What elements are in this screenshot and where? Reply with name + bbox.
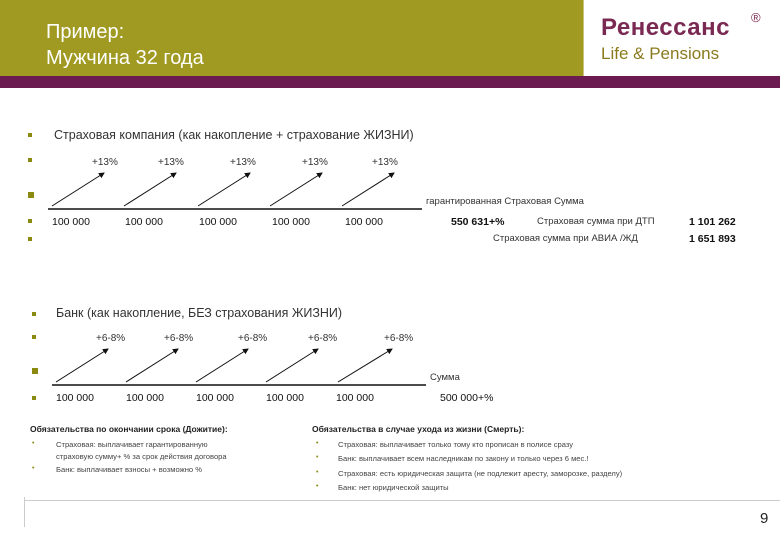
- avia-sum-value: 1 651 893: [689, 233, 736, 245]
- bank-sum-label: Сумма: [430, 372, 460, 383]
- dtp-sum-label: Страховая сумма при ДТП: [537, 216, 655, 227]
- footer-divider: [24, 500, 780, 501]
- insurance-growth-label: +13%: [302, 157, 328, 168]
- insurance-payment: 100 000: [272, 216, 310, 228]
- obligations-death-item: Банк: нет юридической защиты: [338, 483, 449, 492]
- obligations-death-item: Страховая: есть юридическая защита (не подлежит аресту, заморозке, разделу): [338, 469, 623, 478]
- bank-growth-label: +6-8%: [164, 333, 194, 344]
- bullet-marker: •: [316, 440, 319, 447]
- insurance-payment: 100 000: [345, 216, 383, 228]
- obligations-end-item: Банк: выплачивает взносы + возможно %: [56, 465, 203, 474]
- bank-payment: 100 000: [266, 392, 304, 404]
- brand-registered-mark: ®: [751, 10, 761, 25]
- obligations-death-item: Страховая: выплачивает только тому кто прописан в полисе сразу: [338, 440, 574, 449]
- bullet-marker: [32, 312, 36, 316]
- brand-subtitle: Life & Pensions: [601, 44, 720, 63]
- bank-payment: 100 000: [196, 392, 234, 404]
- insurance-arrow-2: [124, 173, 176, 206]
- insurance-payment: 100 000: [52, 216, 90, 228]
- avia-sum-label: Страховая сумма при АВИА /ЖД: [493, 233, 638, 244]
- insurance-arrow-4: [270, 173, 322, 206]
- bank-arrow-2: [126, 349, 178, 382]
- insurance-payment: 100 000: [125, 216, 163, 228]
- bullet-marker: [28, 192, 34, 198]
- slide-title-line1: Пример:: [46, 21, 125, 43]
- bank-total: 500 000+%: [440, 392, 494, 404]
- dtp-sum-value: 1 101 262: [689, 216, 736, 228]
- bullet-marker: •: [316, 454, 319, 461]
- bullet-marker: [32, 335, 36, 339]
- bullet-marker: [28, 133, 32, 137]
- insurance-arrow-5: [342, 173, 394, 206]
- bank-section-title: Банк (как накопление, БЕЗ страхования ЖИЗНИ): [56, 306, 343, 320]
- footer-divider-tick: [24, 497, 25, 527]
- insurance-total: 550 631+%: [451, 216, 505, 228]
- insurance-arrow-1: [52, 173, 104, 206]
- bank-payment: 100 000: [56, 392, 94, 404]
- obligations-death-item: Банк: выплачивает всем наследникам по закону и только через 6 мес.!: [338, 454, 589, 463]
- bullet-marker: •: [32, 465, 35, 472]
- bank-growth-label: +6-8%: [384, 333, 414, 344]
- bank-growth-label: +6-8%: [96, 333, 126, 344]
- bullet-marker: [32, 396, 36, 400]
- bank-arrow-1: [56, 349, 108, 382]
- bank-arrow-5: [338, 349, 392, 382]
- bullet-marker: [28, 158, 32, 162]
- insurance-growth-label: +13%: [372, 157, 398, 168]
- bullet-marker: [32, 368, 38, 374]
- bank-growth-label: +6-8%: [238, 333, 268, 344]
- bank-payment: 100 000: [126, 392, 164, 404]
- bullet-marker: •: [316, 483, 319, 490]
- insurance-growth-label: +13%: [230, 157, 256, 168]
- obligations-end-item: страховую сумму+ % за срок действия договора: [56, 452, 227, 461]
- insurance-section-title: Страховая компания (как накопление + страхование ЖИЗНИ): [54, 128, 414, 142]
- brand-logo-text: Ренессанс: [601, 14, 730, 41]
- obligations-end-heading: Обязательства по окончании срока (Дожитие):: [30, 424, 228, 434]
- bullet-marker: •: [316, 469, 319, 476]
- bullet-marker: [28, 219, 32, 223]
- page-number: 9: [760, 510, 769, 527]
- insurance-growth-label: +13%: [92, 157, 118, 168]
- bullet-marker: [28, 237, 32, 241]
- bank-payment: 100 000: [336, 392, 374, 404]
- obligations-end-item: Страховая: выплачивает гарантированную: [56, 440, 208, 449]
- bank-growth-label: +6-8%: [308, 333, 338, 344]
- insurance-growth-label: +13%: [158, 157, 184, 168]
- bank-arrow-3: [196, 349, 248, 382]
- insurance-payment: 100 000: [199, 216, 237, 228]
- insurance-arrow-3: [198, 173, 250, 206]
- slide-title-line2: Мужчина 32 года: [46, 47, 204, 69]
- bullet-marker: •: [32, 440, 35, 447]
- obligations-death-heading: Обязательства в случае ухода из жизни (Смерть):: [312, 424, 525, 434]
- bank-arrow-4: [266, 349, 318, 382]
- insurance-guaranteed-label: гарантированная Страховая Сумма: [426, 196, 584, 207]
